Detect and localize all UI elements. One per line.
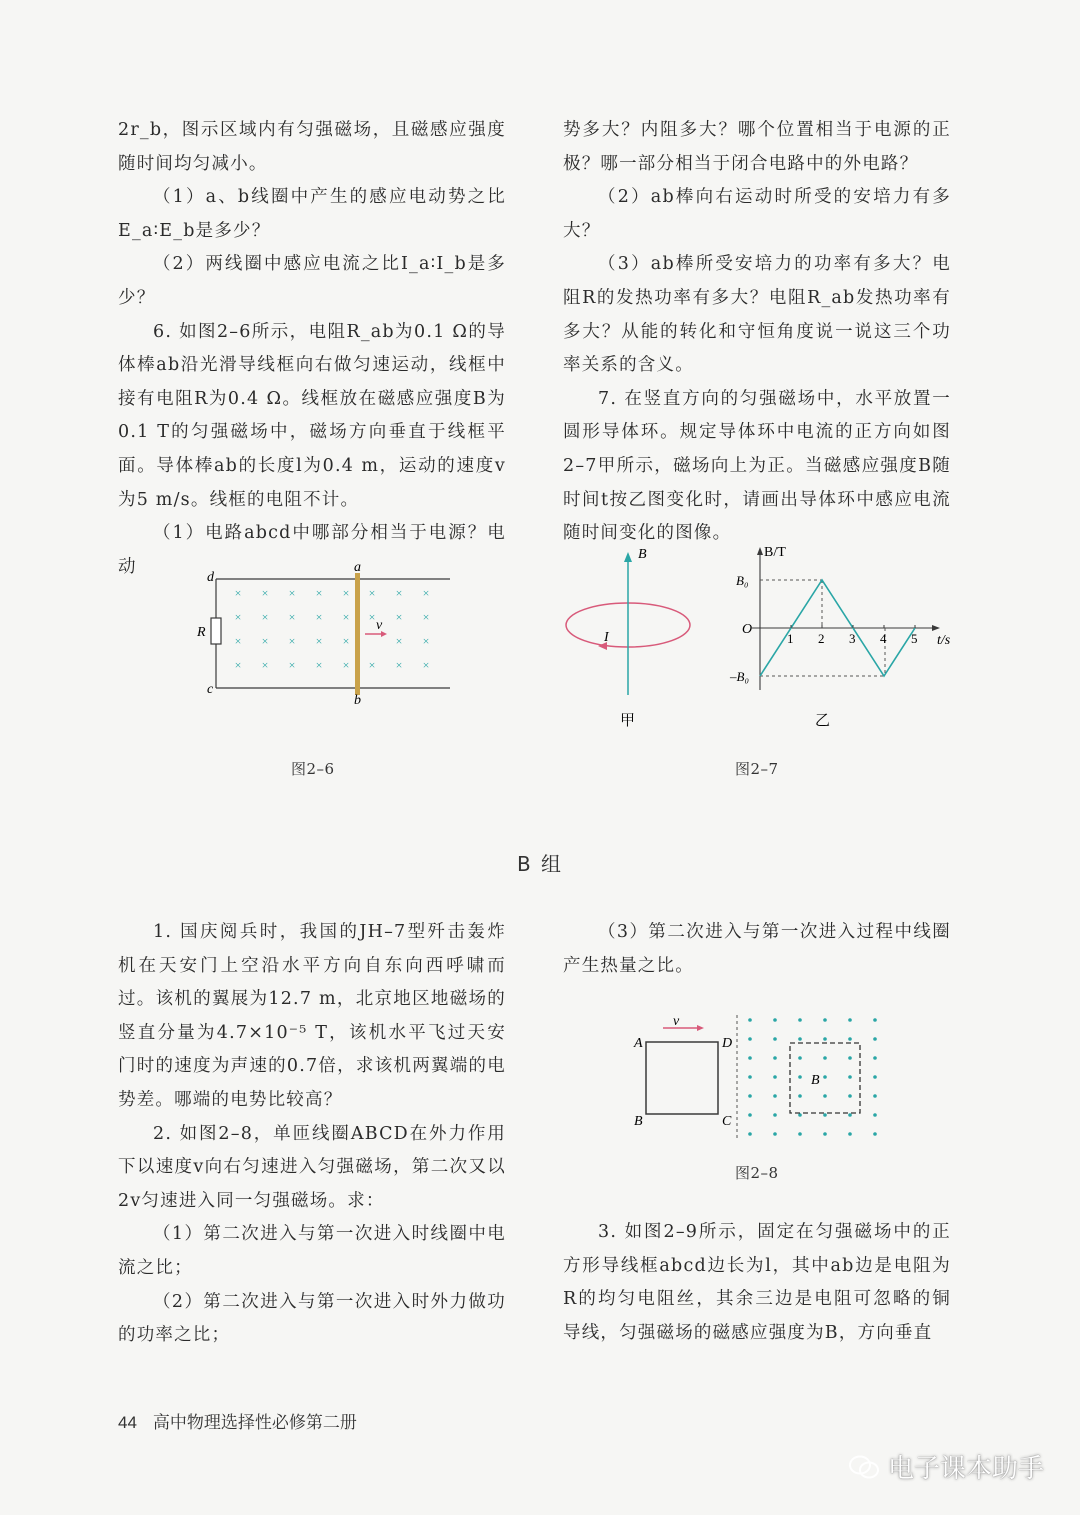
- field-dot: [798, 1094, 802, 1098]
- book-title: 高中物理选择性必修第二册: [152, 1413, 357, 1433]
- x-tick-label: 2: [818, 631, 825, 646]
- field-cross: ×: [234, 658, 242, 672]
- label-v: v: [673, 1014, 680, 1029]
- x-axis-label: t/s: [937, 633, 951, 648]
- label-yi: 乙: [815, 713, 831, 729]
- field-cross: ×: [368, 610, 376, 624]
- field-cross: ×: [261, 586, 269, 600]
- paragraph: 3. 如图2–9所示，固定在匀强磁场中的正方形导线框abcd边长为l，其中ab边是电阻为R的均匀电阻丝，其余三边是电阻可忽略的铜导线，匀强磁场的磁感应强度为B，方向垂直: [563, 1222, 951, 1343]
- field-dot: [873, 1094, 877, 1098]
- field-dot: [873, 1018, 877, 1022]
- label-v: v: [376, 618, 383, 633]
- field-cross: ×: [261, 658, 269, 672]
- field-dot: [798, 1037, 802, 1041]
- label-I: I: [604, 630, 609, 645]
- x-tick-label: 4: [880, 631, 887, 646]
- field-cross: ×: [234, 586, 242, 600]
- paragraph: （1）a、b线圈中产生的感应电动势之比E_a∶E_b是多少？: [118, 187, 506, 241]
- paragraph: 势多大？内阻多大？哪个位置相当于电源的正极？哪一部分相当于闭合电路中的外电路？: [563, 120, 951, 174]
- field-cross: ×: [288, 658, 296, 672]
- field-cross: ×: [422, 586, 430, 600]
- right-column-top: [563, 114, 951, 551]
- paragraph: （2）第二次进入与第一次进入时外力做功的功率之比；: [118, 1291, 506, 1346]
- label-R: R: [197, 625, 206, 640]
- field-dot: [823, 1056, 827, 1060]
- field-cross: ×: [315, 586, 323, 600]
- field-dot: [873, 1132, 877, 1136]
- label-field-B: B: [811, 1073, 820, 1088]
- label-d: d: [207, 570, 214, 585]
- label-jia: 甲: [620, 713, 636, 729]
- field-cross: ×: [368, 658, 376, 672]
- magnetic-field-crosses: [235, 586, 430, 672]
- field-cross: ×: [234, 634, 242, 648]
- field-dot: [748, 1094, 752, 1098]
- coil-ABCD: [646, 1042, 718, 1114]
- field-dot: [848, 1056, 852, 1060]
- field-dot: [848, 1018, 852, 1022]
- field-cross: ×: [422, 658, 430, 672]
- label-A: A: [634, 1036, 643, 1051]
- y-axis-label: B/T: [764, 545, 786, 560]
- left-column-top: [118, 114, 506, 584]
- neg-b0-label: –B₀: [730, 669, 749, 684]
- paragraph: （3）ab棒所受安培力的功率有多大？电阻R的发热功率有多大？电阻R_ab发热功率有多大？从能的转化和守恒角度说一说这三个功率关系的含义。: [563, 254, 951, 376]
- field-dot: [873, 1056, 877, 1060]
- field-dot: [773, 1056, 777, 1060]
- paragraph: （1）电路abcd中哪部分相当于电源？电动: [118, 523, 506, 577]
- left-column-bottom: [118, 916, 506, 1353]
- figure-2-6-caption: 图2–6: [291, 760, 335, 778]
- paragraph: 1. 国庆阅兵时，我国的JH–7型歼击轰炸机在天安门上空沿水平方向自东向西呼啸而过。该机的翼展为12.7 m，北京地区地磁场的竖直分量为4.7×10⁻⁵ T，该机水平飞过天安门时的速度为声速的0.7倍，求该机两翼端的电势差。哪端的电势比较高？: [118, 922, 506, 1110]
- page-footer: [118, 1408, 357, 1433]
- page-number: 44: [118, 1413, 137, 1432]
- right-column-bottom-b: [563, 1216, 951, 1350]
- field-dot: [773, 1018, 777, 1022]
- paragraph: 6. 如图2–6所示，电阻R_ab为0.1 Ω的导体棒ab沿光滑导线框向右做匀速运动，线框中接有电阻R为0.4 Ω。线框放在磁感应强度B为0.1 T的匀强磁场中，磁场方向垂直于线框平面。导体棒ab的长度l为0.4 m，运动的速度v为5 m/s。线框的电阻不计。: [118, 321, 506, 510]
- figure-2-7: [560, 540, 960, 740]
- field-dot: [773, 1075, 777, 1079]
- field-dot: [798, 1113, 802, 1117]
- field-dot: [873, 1075, 877, 1079]
- field-cross: ×: [234, 610, 242, 624]
- field-dot: [748, 1018, 752, 1022]
- field-cross: ×: [315, 634, 323, 648]
- label-C: C: [722, 1114, 732, 1129]
- field-dot: [848, 1132, 852, 1136]
- figure-2-6: [190, 555, 460, 715]
- paragraph: 2. 如图2–8，单匝线圈ABCD在外力作用下以速度v向右匀速进入匀强磁场，第二次又以2v匀速进入同一匀强磁场。求：: [118, 1123, 506, 1211]
- field-dot: [848, 1075, 852, 1079]
- field-dot: [848, 1037, 852, 1041]
- field-dot: [848, 1094, 852, 1098]
- field-cross: ×: [368, 586, 376, 600]
- watermark: [848, 1448, 1044, 1485]
- field-cross: ×: [261, 634, 269, 648]
- label-c: c: [207, 682, 214, 697]
- label-B: B: [634, 1114, 643, 1129]
- field-cross: ×: [395, 658, 403, 672]
- field-dot: [823, 1132, 827, 1136]
- right-column-bottom-a: [563, 916, 951, 983]
- field-cross: ×: [422, 610, 430, 624]
- field-dot: [748, 1056, 752, 1060]
- field-dot: [823, 1113, 827, 1117]
- b0-label: B₀: [736, 573, 749, 588]
- paragraph: 2r_b，图示区域内有匀强磁场，且磁感应强度随时间均匀减小。: [118, 120, 506, 174]
- field-dot: [748, 1037, 752, 1041]
- figure-2-8: [625, 1010, 895, 1150]
- paragraph: （3）第二次进入与第一次进入过程中线圈产生热量之比。: [563, 922, 951, 976]
- paragraph: 7. 在竖直方向的匀强磁场中，水平放置一圆形导体环。规定导体环中电流的正方向如图2–7甲所示，磁场向上为正。当磁感应强度B随时间t按乙图变化时，请画出导体环中感应电流随时间变化的图像。: [563, 388, 951, 544]
- field-cross: ×: [288, 586, 296, 600]
- label-b: b: [354, 693, 361, 708]
- origin-label: O: [742, 622, 753, 637]
- field-dot: [848, 1113, 852, 1117]
- figure-2-7-caption: 图2–7: [735, 760, 779, 778]
- field-dot: [748, 1113, 752, 1117]
- field-dot: [823, 1037, 827, 1041]
- field-dot: [823, 1018, 827, 1022]
- field-dot: [798, 1132, 802, 1136]
- field-dot: [773, 1113, 777, 1117]
- field-dot: [873, 1113, 877, 1117]
- field-cross: ×: [261, 610, 269, 624]
- x-tick-label: 5: [911, 631, 918, 646]
- watermark-text: 电子课本助手: [887, 1454, 1044, 1484]
- field-cross: ×: [342, 586, 350, 600]
- field-dot: [773, 1132, 777, 1136]
- conductor-rod-ab: [355, 573, 360, 695]
- field-dot: [773, 1094, 777, 1098]
- field-cross: ×: [288, 610, 296, 624]
- section-heading: B 组: [516, 852, 564, 876]
- paragraph: （2）ab棒向右运动时所受的安培力有多大？: [563, 187, 951, 241]
- field-dot: [823, 1094, 827, 1098]
- label-D: D: [722, 1036, 733, 1051]
- field-cross: ×: [395, 586, 403, 600]
- field-dot: [823, 1075, 827, 1079]
- field-dot: [798, 1075, 802, 1079]
- field-dot: [798, 1056, 802, 1060]
- figure-2-8-caption: 图2–8: [735, 1164, 779, 1182]
- field-cross: ×: [315, 658, 323, 672]
- paragraph: （1）第二次进入与第一次进入时线圈中电流之比；: [118, 1224, 506, 1278]
- label-B: B: [638, 547, 647, 562]
- field-dot: [748, 1132, 752, 1136]
- label-a: a: [354, 560, 361, 575]
- field-cross: ×: [315, 610, 323, 624]
- field-dot: [873, 1037, 877, 1041]
- field-dot: [798, 1018, 802, 1022]
- field-cross: ×: [288, 634, 296, 648]
- field-dot: [748, 1075, 752, 1079]
- field-cross: ×: [395, 634, 403, 648]
- field-cross: ×: [395, 610, 403, 624]
- wechat-icon: [848, 1453, 880, 1481]
- x-tick-label: 3: [849, 631, 856, 646]
- field-cross: ×: [422, 634, 430, 648]
- field-cross: ×: [342, 610, 350, 624]
- field-dot: [773, 1037, 777, 1041]
- x-tick-label: 1: [787, 631, 794, 646]
- paragraph: （2）两线圈中感应电流之比I_a∶I_b是多少？: [118, 254, 506, 308]
- field-cross: ×: [342, 634, 350, 648]
- field-cross: ×: [342, 658, 350, 672]
